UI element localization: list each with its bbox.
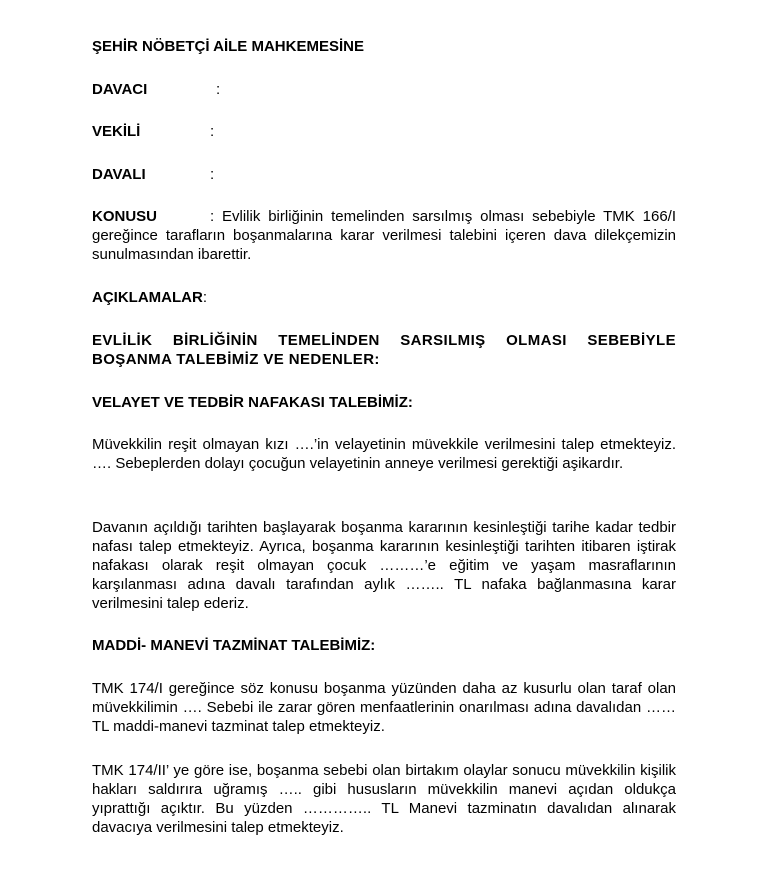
custody-heading: VELAYET VE TEDBİR NAFAKASI TALEBİMİZ: [92,394,413,411]
custody-paragraph: Müvekkilin reşit olmayan kızı ….’in velayetinin müvekkile verilmesini talep etmekteyiz. …. Sebeplerden dolayı çocuğun velayetinin anneye verilmesi gerektiği aşikardır. [92,436,676,472]
counsel-label: VEKİLİ [92,123,141,140]
defendant-colon: : [210,166,215,183]
explanations-label: AÇIKLAMALAR [92,289,203,306]
explanations-line [92,288,676,307]
damages-paragraph: TMK 174/I gereğince söz konusu boşanma yüzünden daha az kusurlu olan taraf olan müvekkilimin …. Sebebi ile zarar gören menfaatlerinin onarılması adına davalıdan …… TL maddi-manevi tazminat talep etmekteyiz. [92,680,676,735]
subject-label: KONUSU [92,208,158,225]
divorce-heading: EVLİLİK BİRLİĞİNİN TEMELİNDEN SARSILMIŞ OLMASI SEBEBİYLE BOŞANMA TALEBİMİZ VE NEDENLER: [92,332,676,368]
counsel-colon: : [210,123,215,140]
claimant-label: DAVACI [92,81,148,98]
damages-heading: MADDİ- MANEVİ TAZMİNAT TALEBİMİZ: [92,637,376,654]
explanations-colon: : [202,289,207,306]
claimant-colon: : [216,81,221,98]
defendant-label: DAVALI [92,166,146,183]
custody-paragraph: Davanın açıldığı tarihten başlayarak boşanma kararının kesinleştiği tarihe kadar tedbir nafası talep etmekteyiz. Ayrıca, boşanma kararının kesinleştiği tarihten itibaren iştirak nafakası olarak reşit olmayan çocuk ………’e eğitim ve yaşam masraflarının karşılanması adına davalı tarafından aylık …….. TL nafaka bağlanmasına karar verilmesini talep ederiz. [92,519,676,612]
subject-text: : Evlilik birliğinin temelinden sarsılmış olması sebebiyle TMK 166/I gereğince tarafların boşanmalarına karar verilmesi talebini içeren dava dilekçemizin sunulmasından ibarettir. [92,208,676,263]
court-heading: ŞEHİR NÖBETÇİ AİLE MAHKEMESİNE [92,38,364,55]
damages-paragraph: TMK 174/II’ ye göre ise, boşanma sebebi olan birtakım olaylar sonucu müvekkilin kişilik hakları saldırıra uğramış ….. gibi hususların müvekkilin manevi açıdan oldukça yıprattığı açıktır. Bu yüzden ………….. TL Manevi tazminatın davalıdan alınarak davacıya verilmesini talep etmekteyiz. [92,762,676,836]
